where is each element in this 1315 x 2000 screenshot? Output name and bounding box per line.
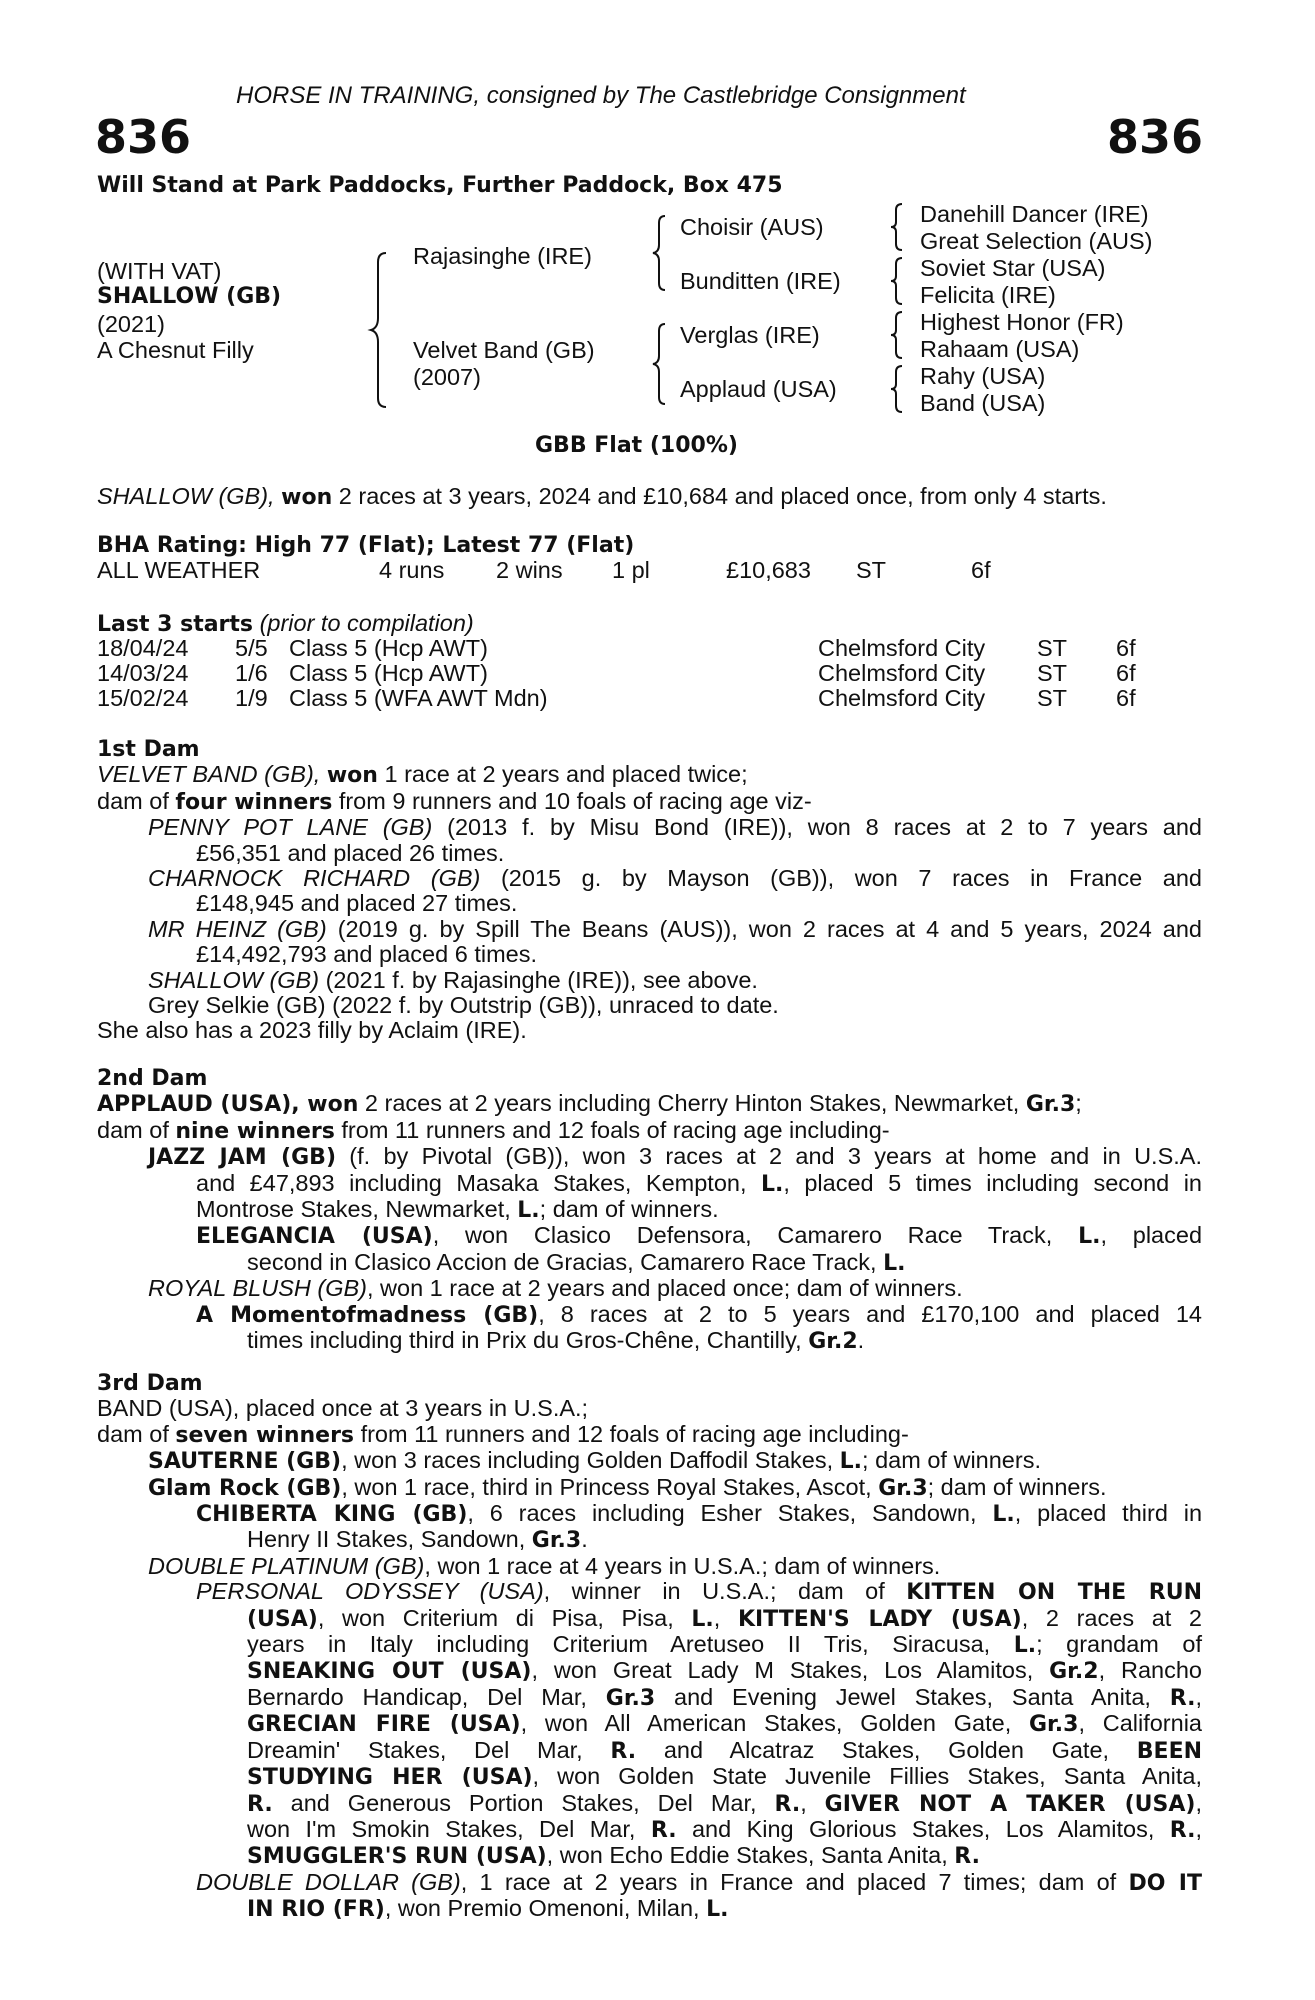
progeny-record: (2015 g. by Mayson (GB)), won 7 races in France and (500, 865, 1202, 892)
summary-text: 2 races at 3 years, 2024 and £10,684 and placed once, from only 4 starts. (338, 483, 1107, 509)
progeny-name: Glam Rock (GB) (148, 1475, 342, 1501)
pedigree-gen2-4: Applaud (USA) (680, 376, 837, 402)
progeny-name: ROYAL BLUSH (GB) (148, 1275, 367, 1302)
progeny-line: Grey Selkie (GB) (2022 f. by Outstrip (GB)), unraced to date. (148, 992, 779, 1019)
summary-horse-name: SHALLOW (GB), (97, 483, 275, 509)
progeny-line (148, 968, 1202, 993)
progeny-line (148, 866, 1202, 891)
gbb-rating: GBB Flat (100%) (535, 433, 738, 458)
progeny-line: SMUGGLER'S RUN (USA), won Echo Eddie Stakes, Santa Anita, R. (247, 1842, 980, 1870)
progeny-line: ROYAL BLUSH (GB), won 1 race at 2 years and placed once; dam of winners. (148, 1275, 963, 1302)
progeny-line: times including third in Prix du Gros-Chêne, Chantilly, Gr.2. (247, 1327, 865, 1355)
progeny-line: CHIBERTA KING (GB), 6 races including Esher Stakes, Sandown, L., placed third in (196, 1500, 1203, 1528)
progeny-line: £148,945 and placed 27 times. (196, 890, 518, 917)
bha-wins: 2 wins (496, 557, 563, 583)
dam-name: VELVET BAND (GB), (97, 761, 321, 788)
bha-placed: 1 pl (612, 557, 650, 583)
first-dam-line (97, 789, 1202, 815)
start-race: Class 5 (Hcp AWT) (289, 660, 488, 686)
progeny-line: SNEAKING OUT (USA), won Great Lady M Stakes, Los Alamitos, Gr.2, Rancho (247, 1657, 1202, 1685)
pedigree-brace-dam (651, 322, 669, 406)
second-dam-section (97, 1066, 1202, 1354)
progeny-name: DOUBLE DOLLAR (GB) (196, 1868, 461, 1895)
progeny-name: CHARNOCK RICHARD (GB) (148, 865, 481, 892)
text: dam of (97, 1116, 169, 1143)
progeny-name: SHALLOW (GB) (148, 966, 320, 993)
first-dam-line (97, 762, 1202, 788)
third-dam-section (97, 1371, 1202, 1923)
start-going: ST (1037, 635, 1068, 661)
progeny-line (148, 917, 1202, 942)
start-date: 18/04/24 (97, 635, 189, 661)
pedigree-gen3-7: Rahy (USA) (920, 363, 1046, 389)
pedigree-gen2-1: Choisir (AUS) (680, 214, 824, 240)
bha-going: ST (856, 557, 887, 583)
second-dam-line (97, 1118, 1202, 1144)
progeny-line: (USA), won Criterium di Pisa, Pisa, L., KITTEN'S LADY (USA), 2 races at 2 (247, 1604, 1202, 1632)
pedigree-gen3-8: Band (USA) (920, 390, 1046, 416)
second-dam-line (97, 1091, 1202, 1117)
first-dam-note: She also has a 2023 filly by Aclaim (IRE). (97, 1017, 527, 1044)
progeny-line: Montrose Stakes, Newmarket, L.; dam of winners. (196, 1196, 719, 1224)
pedigree-gen2-3: Verglas (IRE) (680, 322, 820, 348)
progeny-line (148, 1144, 1202, 1170)
progeny-line: ELEGANCIA (USA), won Clasico Defensora, Camarero Race Track, L., placed (196, 1222, 1203, 1250)
progeny-name: PENNY POT LANE (GB) (148, 814, 433, 841)
start-date: 14/03/24 (97, 660, 189, 686)
pedigree-gen3-2: Great Selection (AUS) (920, 228, 1153, 254)
start-distance: 6f (1116, 635, 1136, 661)
progeny-line: SAUTERNE (GB), won 3 races including Golden Daffodil Stakes, L.; dam of winners. (148, 1447, 1041, 1475)
start-course: Chelmsford City (818, 685, 986, 711)
last-start-row (97, 686, 1202, 711)
text: from 9 runners and 10 foals of racing age viz- (338, 787, 812, 814)
pedigree-gen2-2: Bunditten (IRE) (680, 268, 841, 294)
progeny-line: STUDYING HER (USA), won Golden State Juvenile Fillies Stakes, Santa Anita, (247, 1763, 1202, 1791)
progeny-line: A Momentofmadness (GB), 8 races at 2 to 5 years and £170,100 and placed 14 (196, 1300, 1202, 1328)
progeny-line: Bernardo Handicap, Del Mar, Gr.3 and Evening Jewel Stakes, Santa Anita, R., (247, 1683, 1203, 1711)
progeny-name: DOUBLE PLATINUM (GB) (148, 1552, 425, 1579)
pedigree-gen3-1: Danehill Dancer (IRE) (920, 201, 1149, 227)
vat-note: (WITH VAT) (97, 258, 222, 284)
pedigree-gen3-5: Highest Honor (FR) (920, 309, 1124, 335)
pedigree-dam: Velvet Band (GB) (413, 337, 595, 363)
first-dam-section (97, 737, 1202, 1044)
progeny-record: (2013 f. by Misu Bond (IRE)), won 8 races at 2 to 7 years and (447, 814, 1202, 841)
progeny-name: CHIBERTA KING (GB) (196, 1502, 468, 1528)
text: dam of (97, 787, 169, 814)
won-label: won (326, 763, 378, 789)
dam-record: 2 races at 2 years including Cherry Hinton Stakes, Newmarket, (364, 1090, 1020, 1117)
progeny-line: Glam Rock (GB), won 1 race, third in Princess Royal Stakes, Ascot, Gr.3; dam of winners. (148, 1473, 1107, 1501)
third-dam-line: BAND (USA), placed once at 3 years in U.S.A.; (97, 1395, 589, 1422)
progeny-record: (2019 g. by Spill The Beans (AUS)), won 2 races at 4 and 5 years, 2024 and (337, 915, 1203, 942)
last-starts-title: Last 3 starts (97, 612, 254, 637)
pedigree-gen3-3: Soviet Star (USA) (920, 255, 1106, 281)
bha-surface: ALL WEATHER (97, 557, 261, 583)
bha-prize: £10,683 (726, 557, 811, 583)
start-position: 1/9 (235, 685, 268, 711)
pedigree-gen3-6: Rahaam (USA) (920, 336, 1080, 362)
pedigree-dam-year: (2007) (413, 364, 481, 390)
winners-count: four winners (175, 789, 333, 815)
pedigree-brace-g3-4 (889, 364, 905, 414)
start-course: Chelmsford City (818, 660, 986, 686)
progeny-line: Henry II Stakes, Sandown, Gr.3. (247, 1526, 588, 1554)
progeny-line: years in Italy including Criterium Aretuseo II Tris, Siracusa, L.; grandam of (247, 1631, 1202, 1659)
progeny-record: (f. by Pivotal (GB)), won 3 races at 2 and 3 years at home and in U.S.A. (349, 1143, 1202, 1170)
start-going: ST (1037, 660, 1068, 686)
progeny-line: and £47,893 including Masaka Stakes, Kempton, L., placed 5 times including second in (196, 1169, 1202, 1197)
bha-distance: 6f (971, 557, 991, 583)
progeny-line: R. and Generous Portion Stakes, Del Mar, R., GIVER NOT A TAKER (USA), (247, 1789, 1203, 1817)
lot-number-left: 836 (95, 110, 192, 164)
progeny-line: DOUBLE DOLLAR (GB), 1 race at 2 years in France and placed 7 times; dam of DO IT (196, 1868, 1202, 1896)
progeny-name: A Momentofmadness (GB) (196, 1302, 539, 1328)
last-start-row (97, 636, 1202, 661)
grade: Gr.3 (1025, 1092, 1076, 1118)
progeny-line: won I'm Smokin Stakes, Del Mar, R. and King Glorious Stakes, Los Alamitos, R., (247, 1815, 1203, 1843)
progeny-line: IN RIO (FR), won Premio Omenoni, Milan, L. (247, 1895, 729, 1923)
start-date: 15/02/24 (97, 685, 189, 711)
progeny-line (148, 815, 1202, 840)
progeny-line: GRECIAN FIRE (USA), won All American Stakes, Golden Gate, Gr.3, California (247, 1710, 1202, 1738)
progeny-line: £14,492,793 and placed 6 times. (196, 941, 538, 968)
pedigree-gen3-4: Felicita (IRE) (920, 282, 1056, 308)
start-position: 5/5 (235, 635, 268, 661)
pedigree-brace-g3-1 (889, 202, 905, 252)
horse-description: A Chesnut Filly (97, 337, 254, 363)
dam-record: 1 race at 2 years and placed twice; (384, 761, 748, 788)
start-distance: 6f (1116, 685, 1136, 711)
pedigree-brace-g3-2 (889, 256, 905, 306)
third-dam-line: dam of seven winners from 11 runners and 12 foals of racing age including- (97, 1420, 909, 1448)
start-going: ST (1037, 685, 1068, 711)
header-title: HORSE IN TRAINING, consigned by The Castlebridge Consignment (236, 82, 966, 109)
second-dam-heading: 2nd Dam (97, 1066, 208, 1091)
start-race: Class 5 (Hcp AWT) (289, 635, 488, 661)
pedigree-brace-main (368, 250, 390, 410)
bha-stats-row (97, 558, 1202, 583)
progeny-name: PERSONAL ODYSSEY (USA) (196, 1578, 544, 1605)
progeny-name: ELEGANCIA (USA) (196, 1224, 433, 1250)
start-course: Chelmsford City (818, 635, 986, 661)
progeny-name: SAUTERNE (GB) (148, 1449, 342, 1475)
start-race: Class 5 (WFA AWT Mdn) (289, 685, 548, 711)
punct: ; (1075, 1090, 1082, 1117)
dam-name: APPLAUD (USA), won (97, 1092, 359, 1118)
last-start-row (97, 661, 1202, 686)
last-starts-note: (prior to compilation) (259, 610, 474, 636)
progeny-record: (2021 f. by Rajasinghe (IRE)), see above. (325, 966, 758, 993)
race-summary (97, 483, 1107, 510)
text: from 11 runners and 12 foals of racing age including- (341, 1116, 890, 1143)
summary-won: won (281, 485, 333, 510)
first-dam-heading: 1st Dam (97, 737, 200, 762)
progeny-name: JAZZ JAM (GB) (148, 1145, 336, 1171)
progeny-line: Dreamin' Stakes, Del Mar, R. and Alcatraz Stakes, Golden Gate, BEEN (247, 1736, 1203, 1764)
bha-rating-heading: BHA Rating: High 77 (Flat); Latest 77 (Flat) (97, 533, 635, 558)
start-position: 1/6 (235, 660, 268, 686)
winners-count: seven winners (175, 1422, 355, 1448)
progeny-line: PERSONAL ODYSSEY (USA), winner in U.S.A.; dam of KITTEN ON THE RUN (196, 1578, 1202, 1606)
last-starts-heading (97, 610, 474, 637)
third-dam-heading: 3rd Dam (97, 1371, 203, 1396)
progeny-name: MR HEINZ (GB) (148, 915, 327, 942)
progeny-line: second in Clasico Accion de Gracias, Camarero Race Track, L. (247, 1248, 906, 1276)
pedigree-brace-g3-3 (889, 310, 905, 360)
pedigree-sire: Rajasinghe (IRE) (413, 243, 592, 269)
horse-name: SHALLOW (GB) (97, 284, 282, 309)
winners-count: nine winners (175, 1118, 335, 1144)
progeny-line: £56,351 and placed 26 times. (196, 839, 505, 866)
bha-runs: 4 runs (379, 557, 445, 583)
start-distance: 6f (1116, 660, 1136, 686)
pedigree-brace-sire (651, 214, 669, 292)
horse-year: (2021) (97, 311, 165, 337)
stall-location: Will Stand at Park Paddocks, Further Paddock, Box 475 (97, 173, 783, 198)
lot-number-right: 836 (1106, 110, 1203, 164)
progeny-line: DOUBLE PLATINUM (GB), won 1 race at 4 years in U.S.A.; dam of winners. (148, 1552, 941, 1579)
